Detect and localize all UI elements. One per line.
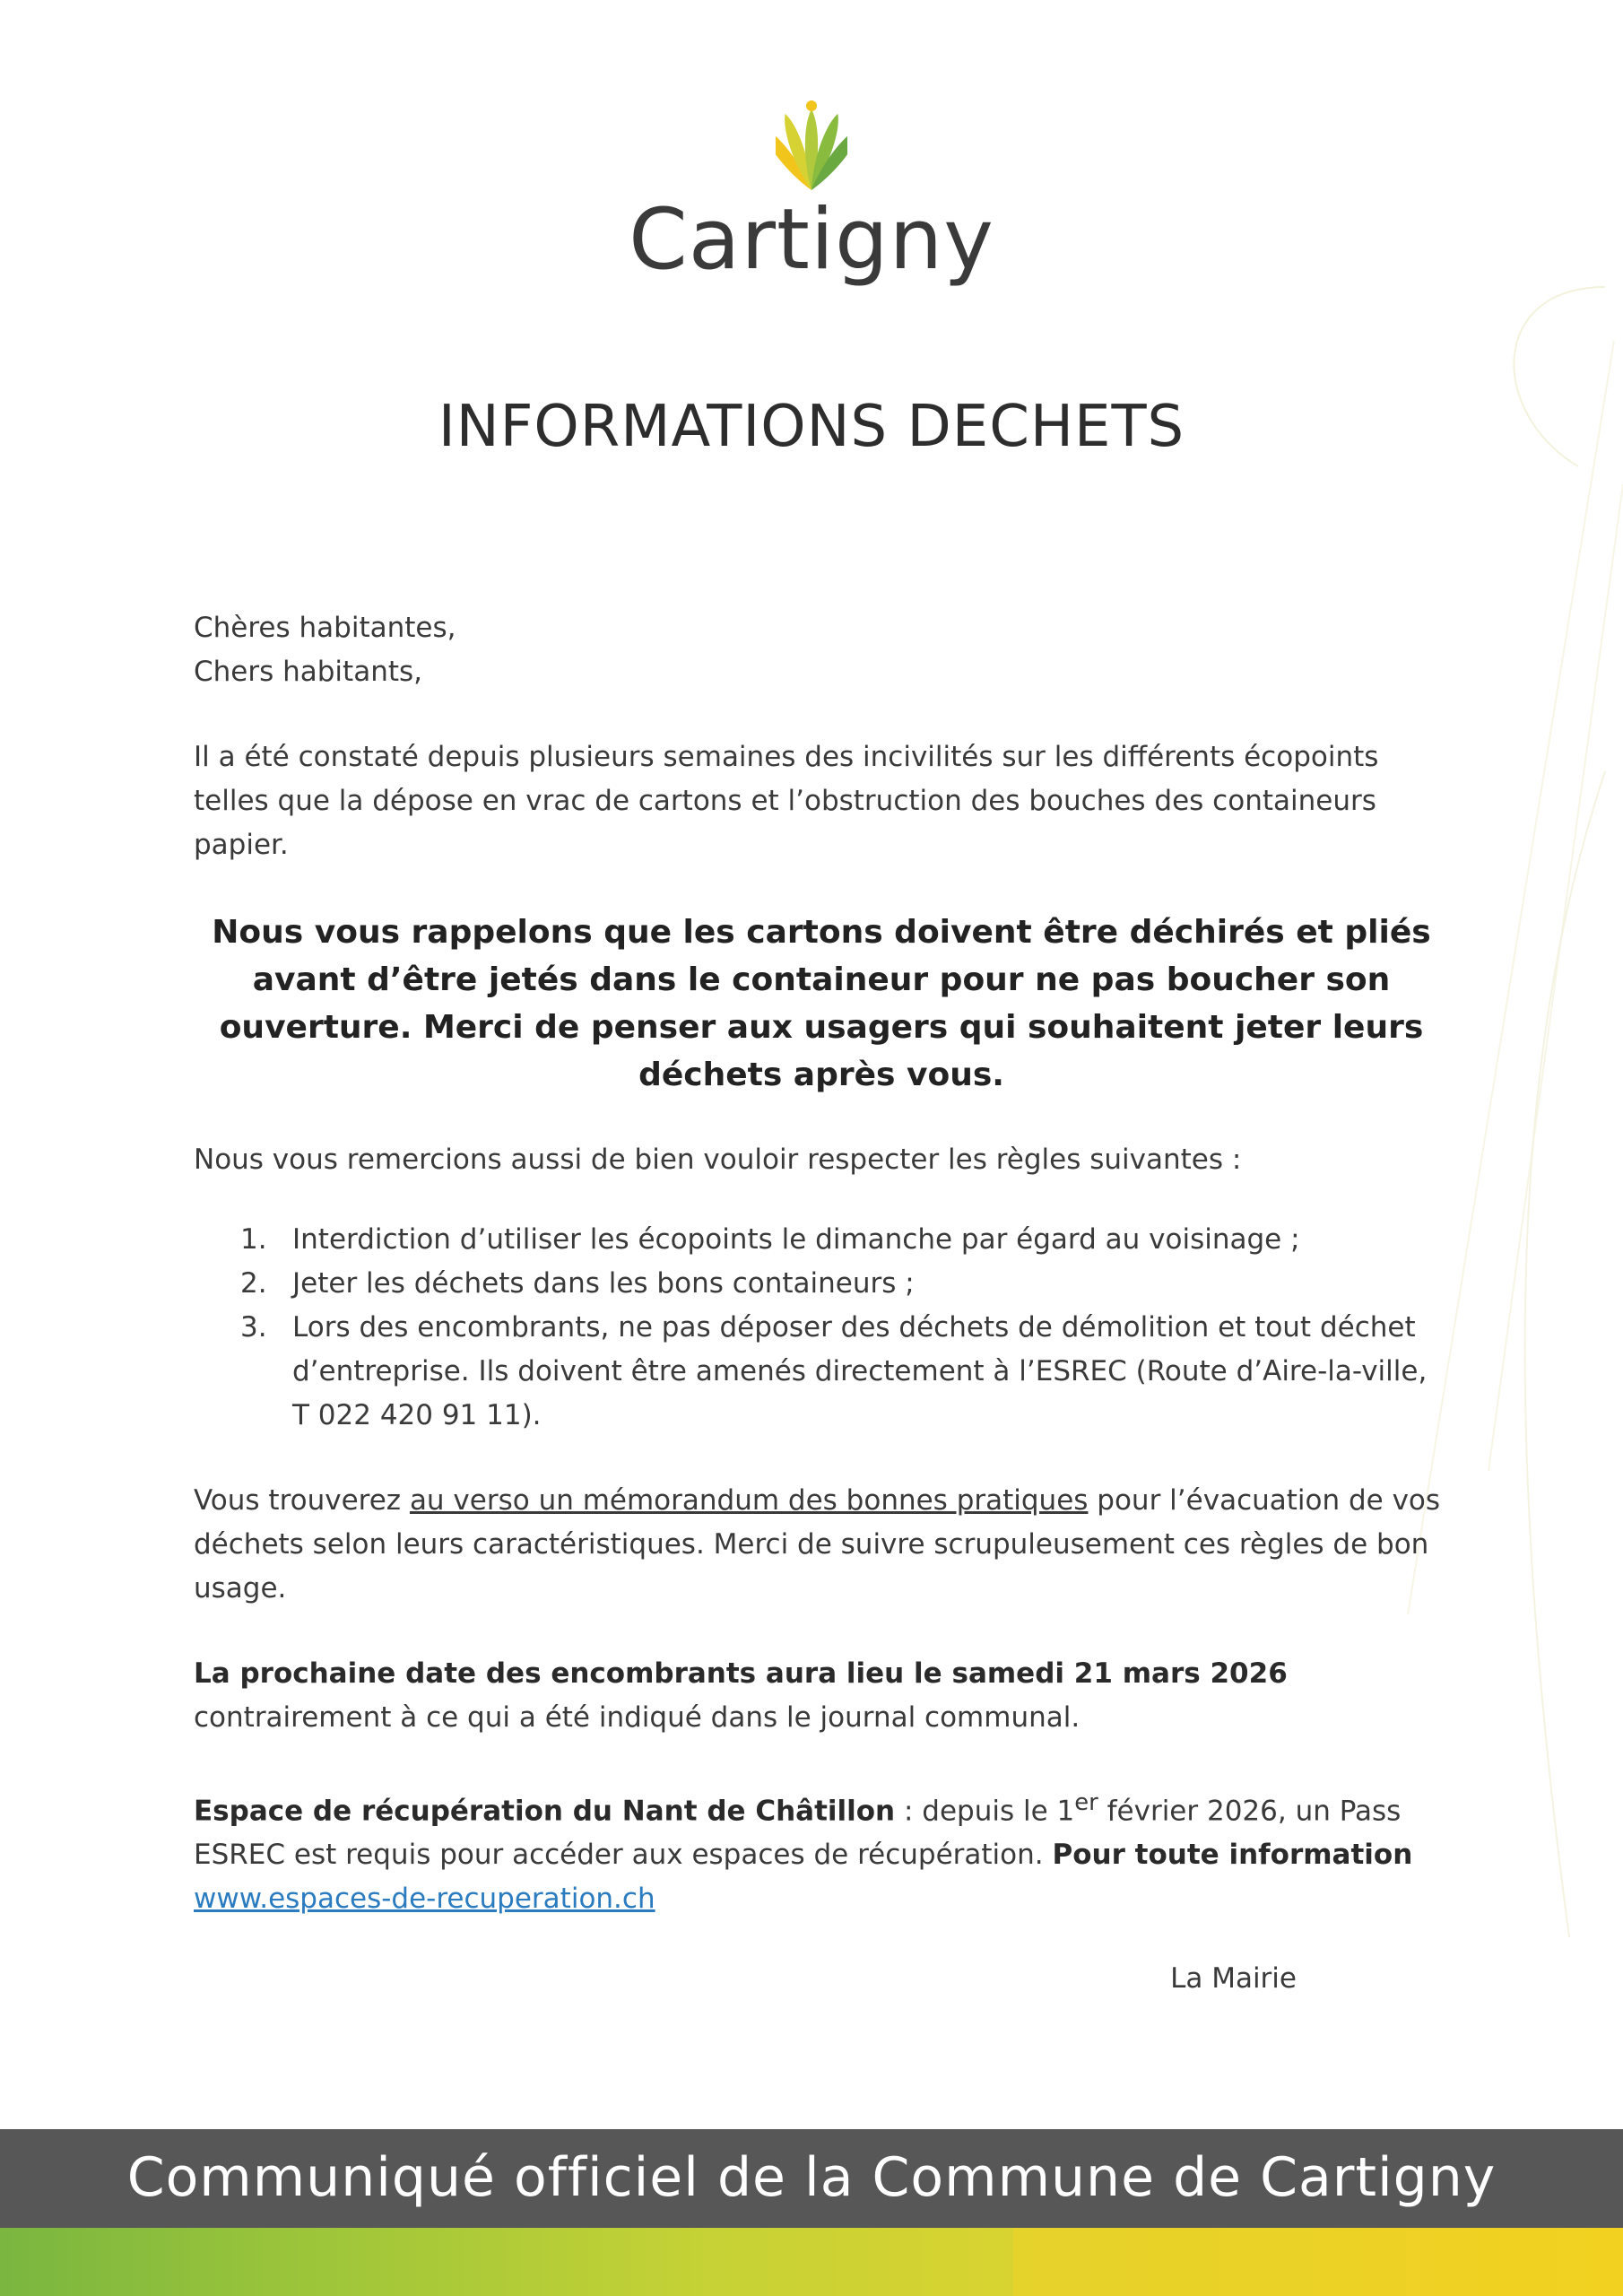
esrec-superscript: er [1074,1789,1098,1816]
footer-stripe-green [0,2228,1013,2296]
rule-text: Interdiction d’utiliser les écopoints le dimanche par égard au voisinage ; [292,1223,1300,1256]
rule-item [194,1262,1449,1306]
rule-item [194,1218,1449,1262]
greeting-line-1: Chères habitantes, [194,612,456,644]
rule-text: Lors des encombrants, ne pas déposer des déchets de démolition et tout déchet d’entreprise. Ils doivent être amenés directement à l’ESREC (Route d’Aire-la-ville, T 022 420 91 11). [292,1311,1428,1431]
intro-paragraph: Il a été constaté depuis plusieurs semaines des incivilités sur les différents écopoints telles que la dépose en vrac de cartons et l’obstruction des bouches des containeurs papier. [194,741,1379,861]
memorandum-reference: au verso un mémorandum des bonnes pratiques [409,1484,1089,1517]
memorandum-text-end: pour l’évacuation de vos déchets selon leurs caractéristiques. Merci de suivre scrupuleusement ces règles de bon usage. [194,1484,1441,1605]
memorandum-text-start: Vous trouverez [194,1484,410,1517]
bulky-waste-date: La prochaine date des encombrants aura lieu le samedi 21 mars 2026 [194,1657,1288,1690]
rule-number: 1. [240,1223,267,1256]
bulky-waste-note: contrairement à ce qui a été indiqué dans le journal communal. [194,1701,1081,1734]
emphasis-block [194,909,1449,1099]
emphasis-line-1: Nous vous rappelons que les cartons doivent être déchirés et pliés avant d’être jetés dans le containeur pour ne pas boucher son ouverture. [212,914,1431,1046]
rule-number: 2. [240,1267,267,1300]
emphasis-line-2: Merci de penser aux usagers qui souhaitent jeter leurs déchets après vous. [422,1009,1424,1093]
footer-stripe-yellow [1013,2228,1623,2296]
memorandum-paragraph [194,1479,1449,1611]
esrec-text-2: février 2026, un Pass ESREC est requis pour accéder aux espaces de récupération. [194,1795,1402,1872]
greeting-line-2: Chers habitants, [194,656,423,688]
rule-text: Jeter les déchets dans les bons containeurs ; [292,1267,915,1300]
rules-intro: Nous vous remercions aussi de bien vouloir respecter les règles suivantes : [194,1144,1242,1176]
bulky-waste-paragraph [194,1652,1449,1740]
esrec-text-1: : depuis le 1 [895,1795,1075,1828]
footer-bar [0,2129,1623,2228]
esrec-paragraph [194,1781,1449,1921]
rule-item [194,1306,1449,1438]
signature: La Mairie [1170,1962,1297,1996]
rule-number: 3. [240,1311,267,1344]
letter-body [194,606,1449,2001]
esrec-website-link[interactable]: www.espaces-de-recuperation.ch [194,1883,655,1916]
rules-list [194,1218,1449,1438]
esrec-info-label: Pour toute information [1052,1839,1413,1872]
logo-wordmark: Cartigny [629,191,994,289]
shell-top-dot [806,100,817,111]
greeting [194,606,1449,694]
esrec-heading: Espace de récupération du Nant de Châtillon [194,1795,896,1828]
footer-text: Communiqué officiel de la Commune de Cartigny [126,2146,1497,2209]
shell-logo-icon [776,97,847,196]
page-title: INFORMATIONS DECHETS [438,394,1185,460]
